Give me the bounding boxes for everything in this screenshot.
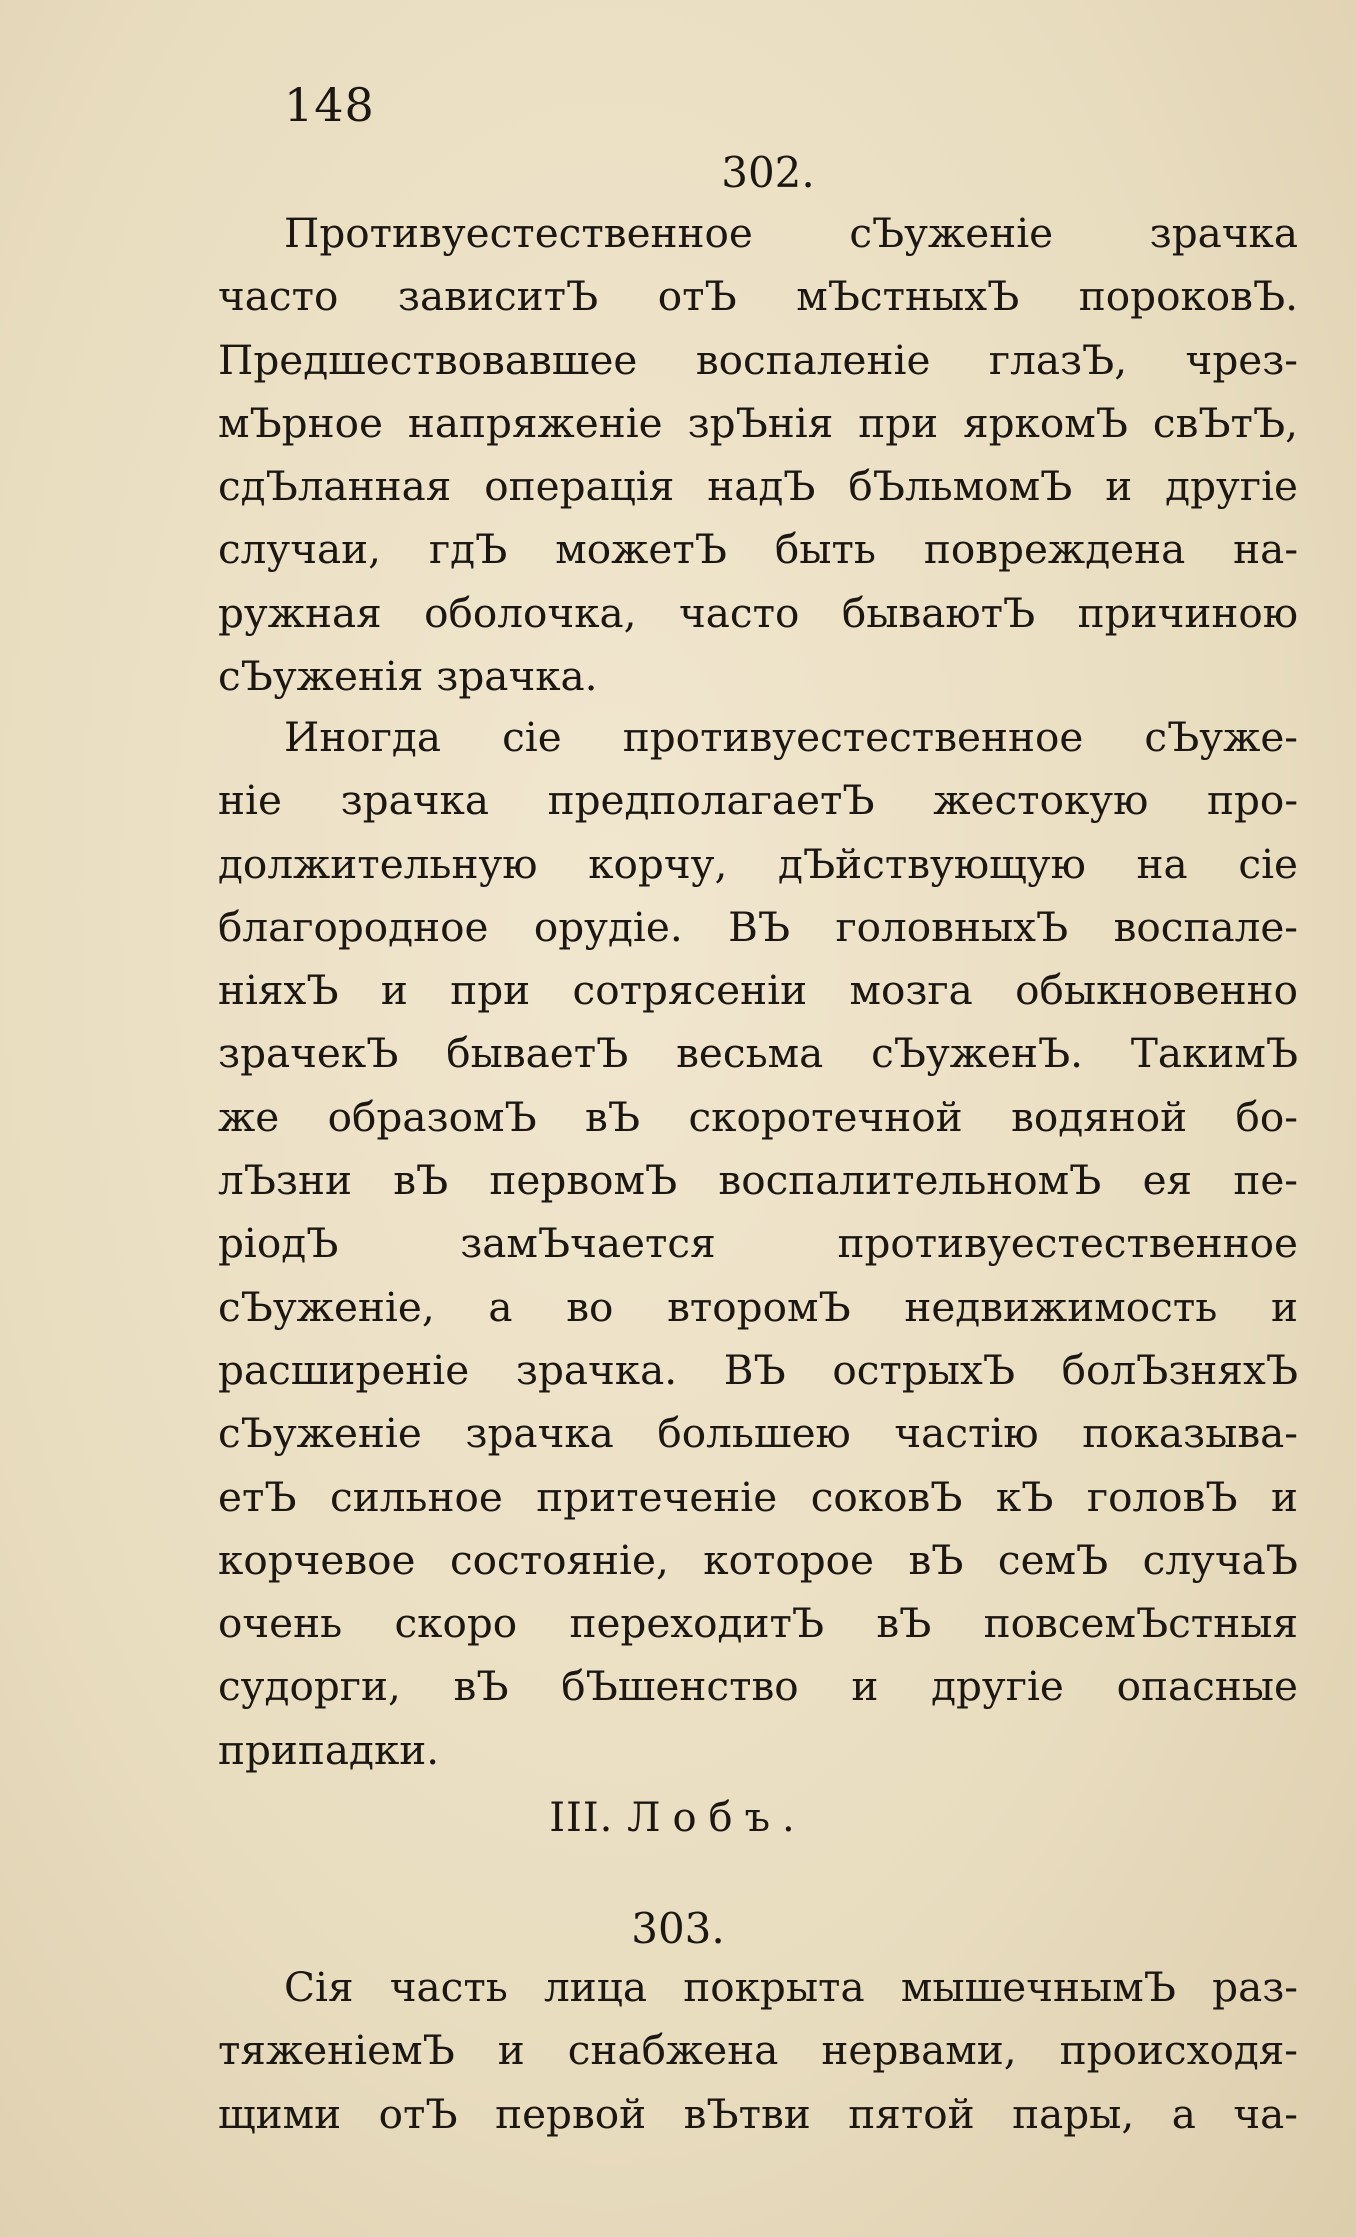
section-number-303: 303. [631, 1904, 725, 1953]
text-line: корчевое состояніе, которое вЪ семЪ случаЪ [218, 1535, 1298, 1584]
text-line: ніе зрачка предполагаетЪ жестокую про- [218, 776, 1298, 825]
text-line: сЪуженіе, а во второмЪ недвижимость и [218, 1282, 1298, 1331]
text-line: мЪрное напряженіе зрЪнія при яркомЪ свЪтЪ, [218, 398, 1298, 447]
text-line: ніяхЪ и при сотрясеніи мозга обыкновенно [218, 966, 1298, 1015]
text-line: припадки. [218, 1725, 440, 1774]
paragraph-1 [218, 202, 1298, 708]
page-number: 148 [284, 78, 375, 132]
text-line: же образомЪ вЪ скоротечной водяной бо- [218, 1092, 1298, 1141]
heading-numeral: III. [549, 1795, 614, 1841]
text-line: случаи, гдЪ можетЪ быть повреждена на- [218, 525, 1298, 574]
text-line: тяженіемЪ и снабжена нервами, происходя- [218, 2026, 1298, 2075]
text-line: часто зависитЪ отЪ мЪстныхЪ пороковЪ. [218, 272, 1298, 321]
text-line: сдЪланная операція надЪ бЪльмомЪ и другіе [218, 462, 1298, 511]
text-line: етЪ сильное притеченіе соковЪ кЪ головЪ и [218, 1472, 1298, 1521]
text-line: зрачекЪ бываетЪ весьма сЪуженЪ. ТакимЪ [218, 1029, 1298, 1078]
text-line: Предшествовавшее воспаленіе глазЪ, чрез- [218, 335, 1298, 384]
section-number-302: 302. [721, 148, 815, 197]
text-line: очень скоро переходитЪ вЪ повсемЪстныя [218, 1599, 1298, 1648]
text-line: благородное орудіе. ВЪ головныхЪ воспале- [218, 902, 1298, 951]
text-line: ріодЪ замЪчается противуестественное [218, 1219, 1298, 1268]
text-line: лЪзни вЪ первомЪ воспалительномЪ ея пе- [218, 1156, 1298, 1205]
text-line: должительную корчу, дЪйствующую на сіе [218, 839, 1298, 888]
text-line: Противуестественное сЪуженіе зрачка [284, 209, 1298, 257]
paragraph-3 [218, 1956, 1298, 2146]
text-line: сЪуженіе зрачка большею частію показыва- [218, 1409, 1298, 1458]
text-line: расширеніе зрачка. ВЪ острыхЪ болЪзняхЪ [218, 1345, 1298, 1394]
paragraph-2 [218, 706, 1298, 1782]
text-line: ружная оболочка, часто бываютЪ причиною [218, 588, 1298, 637]
text-line: щими отЪ первой вЪтви пятой пары, а ча- [218, 2089, 1298, 2138]
chapter-heading [0, 1795, 1356, 1841]
text-line: Иногда сіе противуестественное сЪуже- [284, 713, 1298, 761]
text-line: судорги, вЪ бЪшенство и другіе опасные [218, 1662, 1298, 1711]
text-line: Сія часть лица покрыта мышечнымЪ раз- [284, 1963, 1298, 2011]
heading-word: Лобъ. [627, 1795, 807, 1841]
text-line: сЪуженія зрачка. [218, 652, 598, 701]
